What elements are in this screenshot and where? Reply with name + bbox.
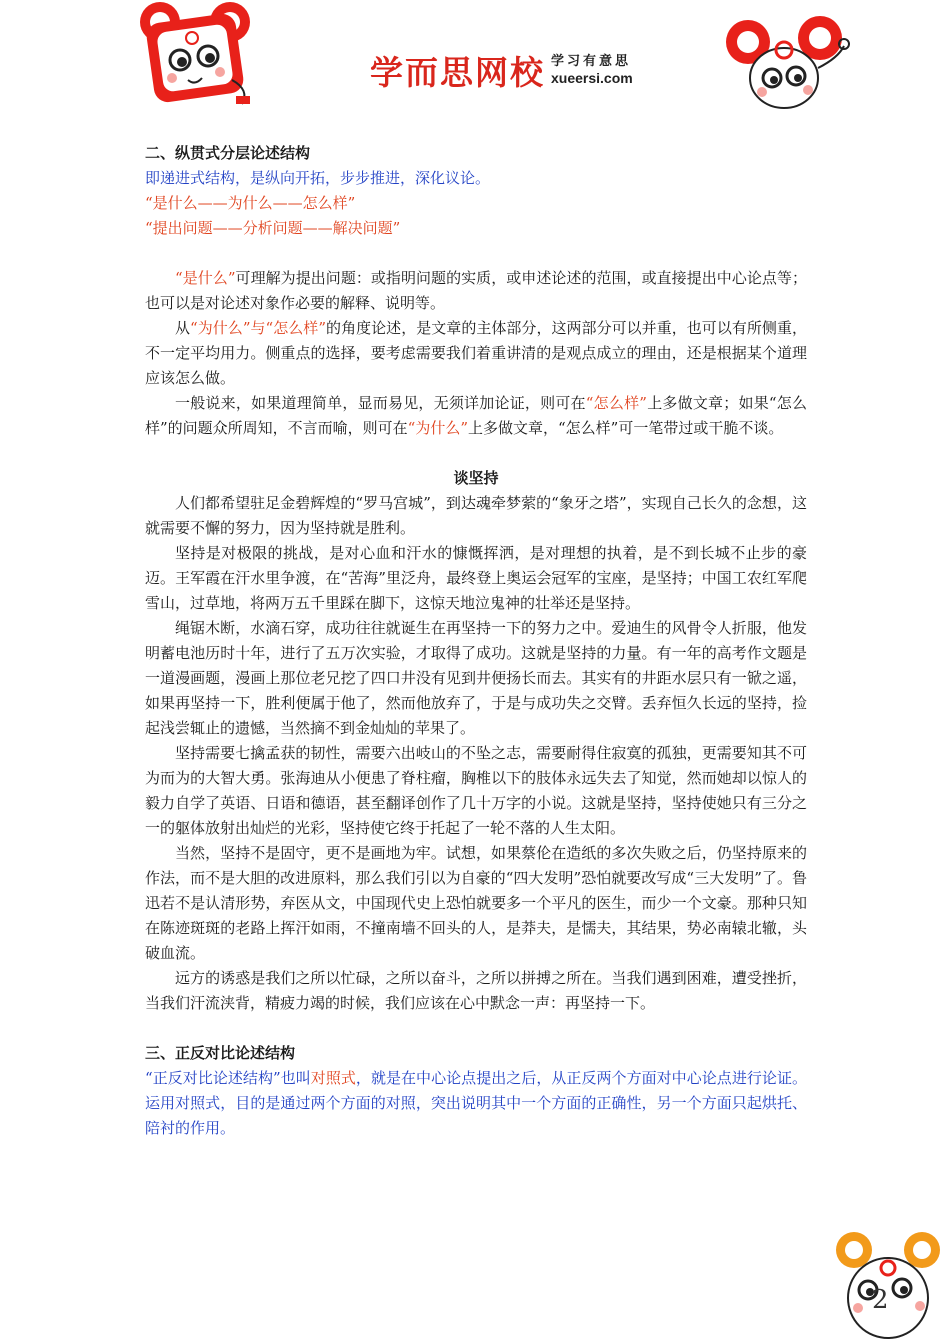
mascot-left-icon [132, 0, 262, 110]
section-2-heading: 二、纵贯式分层论述结构 [145, 144, 311, 162]
mascot-bottom-icon [830, 1228, 950, 1344]
page-number: 2 [872, 1285, 889, 1315]
essay-paragraph: 远方的诱惑是我们之所以忙碌，之所以奋斗，之所以拼搏之所在。当我们遇到困难，遭受挫折，当我们汗流浃背，精疲力竭的时候，我们应该在心中默念一声：再坚持一下。 [145, 969, 807, 1012]
xueersi-logo [370, 48, 633, 92]
essay-paragraph: 坚持是对极限的挑战，是对心血和汗水的慷慨挥洒，是对理想的执着，是不到长城不止步的豪迈。王军霞在汗水里争渡，在“苦海”里泛舟，最终登上奥运会冠军的宝座，是坚持；中国工农红军爬雪山，过草地，将两万五千里踩在脚下，这惊天地泣鬼神的壮举还是坚持。 [145, 544, 807, 612]
essay-paragraph: 人们都希望驻足金碧辉煌的“罗马宫城”，到达魂牵梦萦的“象牙之塔”，实现自己长久的念想，这就需要不懈的努力，因为坚持就是胜利。 [145, 494, 807, 537]
section-2-formula-1: “是什么——为什么——怎么样” [145, 194, 356, 212]
essay-paragraph: 绳锯木断，水滴石穿，成功往往就诞生在再坚持一下的努力之中。爱迪生的风骨令人折服，他发明蓄电池历时十年，进行了五万次实验，才取得了成功。这就是坚持的力量。有一年的高考作文题是一道漫画题，漫画上那位老兄挖了四口井没有见到井便扬长而去。其实有的井距水层只有一锨之遥，如果再坚持一下，胜利便属于他了，然而他放弃了，于是与成功失之交臂。丢弃恒久长远的坚持，捡起浅尝辄止的遗憾，当然摘不到金灿灿的苹果了。 [145, 619, 807, 737]
logo-url: xueersi.com [551, 70, 633, 86]
section-2-paragraph-1: “是什么”可理解为提出问题：或指明问题的实质，或申述论述的范围，或直接提出中心论点等；也可以是对论述对象作必要的解释、说明等。 [145, 269, 807, 312]
section-2-paragraph-3: 一般说来，如果道理简单，显而易见，无须详加论证，则可在“怎么样”上多做文章；如果“怎么样”的问题众所周知，不言而喻，则可在“为什么”上多做文章，“怎么样”可一笔带过或干脆不谈。 [145, 394, 808, 437]
quote-why: “为什么” [407, 419, 469, 437]
section-2-paragraph-2: 从“为什么”与“怎么样”的角度论述，是文章的主体部分，这两部分可以并重，也可以有所侧重，不一定平均用力。侧重点的选择，要考虑需要我们着重讲清的是观点成立的理由，还是根据某个道理应该怎么做。 [145, 319, 807, 387]
mascot-right-icon [718, 8, 850, 118]
essay-body [145, 491, 807, 1016]
section-2-formula-2: “提出问题——分析问题——解决问题” [145, 219, 401, 237]
quote-why-how: “为什么”与“怎么样” [190, 319, 327, 337]
quote-how: “怎么样” [585, 394, 647, 412]
logo-slogan: 学习有意思 [551, 54, 632, 69]
section-2-paragraphs [145, 266, 807, 441]
document-body [145, 141, 807, 1141]
section-2-definition: 即递进式结构，是纵向开拓，步步推进，深化议论。 [145, 169, 491, 187]
quote-what: “是什么” [175, 269, 236, 287]
essay-paragraph: 当然，坚持不是固守，更不是画地为牢。试想，如果蔡伦在造纸的多次失败之后，仍坚持原来的作法，而不是大胆的改进原料，那么我们引以为自豪的“四大发明”恐怕就要改写成“三大发明”了。鲁迅若不是认清形势，弃医从文，中国现代史上恐怕就要多一个平凡的医生，而少一个文豪。那种只知在陈迹斑斑的老路上挥汗如雨，不撞南墙不回头的人，是莽夫，是懦夫，其结果，势必南辕北辙，头破血流。 [145, 844, 807, 962]
section-3-definition: “正反对比论述结构”也叫对照式，就是在中心论点提出之后，从正反两个方面对中心论点进行论证。运用对照式，目的是通过两个方面的对照，突出说明其中一个方面的正确性，另一个方面只起烘托、陪衬的作用。 [145, 1069, 807, 1137]
essay-paragraph: 坚持需要七擒孟获的韧性，需要六出岐山的不坠之志，需要耐得住寂寞的孤独，更需要知其不可为而为的大智大勇。张海迪从小便患了脊柱瘤，胸椎以下的肢体永远失去了知觉，然而她却以惊人的毅力自学了英语、日语和德语，甚至翻译创作了几十万字的小说。这就是坚持，坚持使她只有三分之一的躯体放射出灿烂的光彩，坚持使它终于托起了一轮不落的人生太阳。 [145, 744, 807, 837]
essay-title: 谈坚持 [453, 469, 499, 487]
term-contrast: 对照式 [310, 1069, 356, 1087]
section-3-heading: 三、正反对比论述结构 [145, 1044, 296, 1062]
logo-main-text: 学而思网校 [370, 52, 545, 92]
